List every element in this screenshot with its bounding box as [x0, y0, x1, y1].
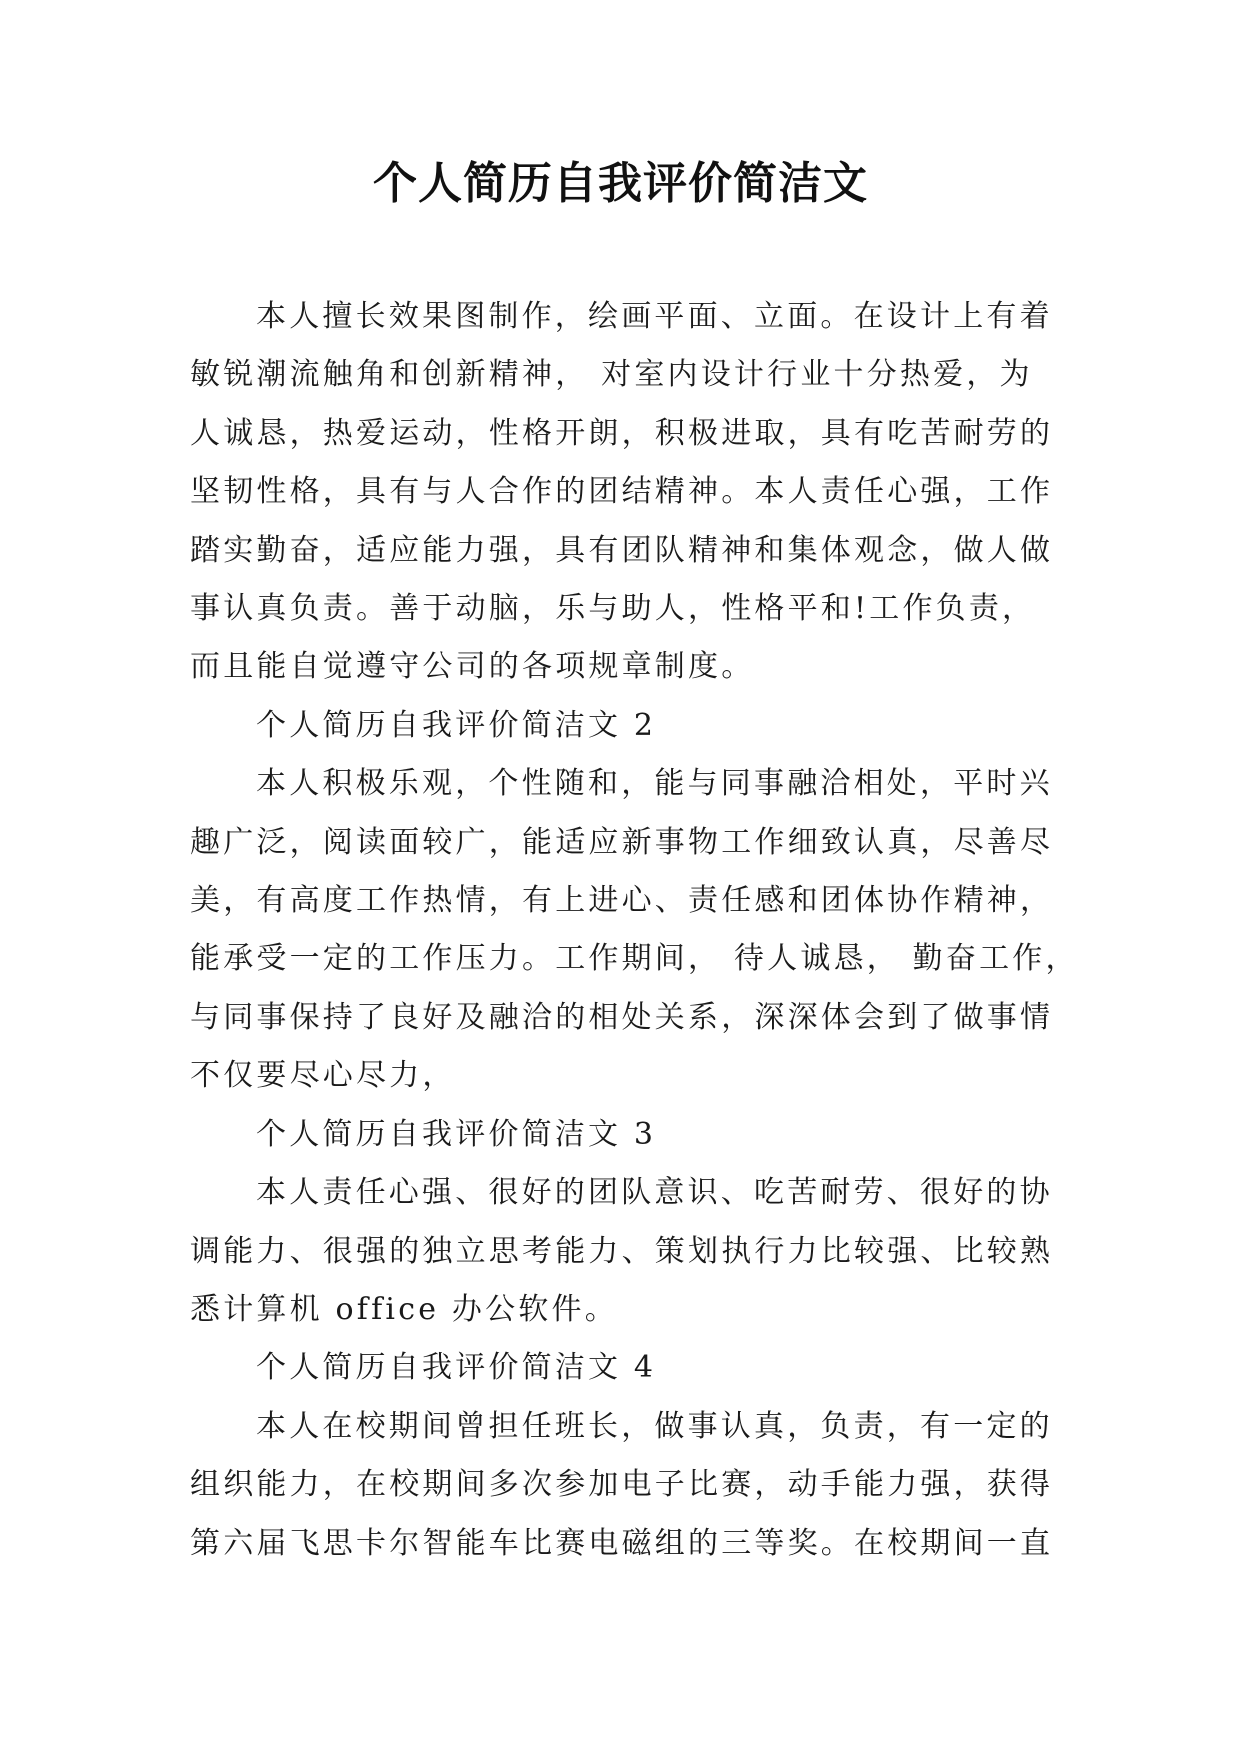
- body-line: 踏实勤奋，适应能力强，具有团队精神和集体观念，做人做: [190, 532, 1054, 568]
- body-line: 敏锐潮流触角和创新精神， 对室内设计行业十分热爱，为: [190, 357, 1033, 393]
- document-title: 个人简历自我评价简洁文: [373, 158, 868, 209]
- body-line: 第六届飞思卡尔智能车比赛电磁组的三等奖。在校期间一直: [190, 1525, 1054, 1561]
- body-line: 而且能自觉遵守公司的各项规章制度。: [190, 649, 755, 685]
- body-line: 本人擅长效果图制作，绘画平面、立面。在设计上有着: [256, 299, 1053, 334]
- body-line: 本人在校期间曾担任班长，做事认真，负责，有一定的: [256, 1408, 1053, 1444]
- body-line: 不仅要尽心尽力，: [190, 1058, 456, 1094]
- body-line: 人诚恳，热爱运动，性格开朗，积极进取，具有吃苦耐劳的: [190, 415, 1054, 451]
- section-heading: 个人简历自我评价简洁文 2: [256, 707, 657, 743]
- document-body: [190, 288, 1079, 1573]
- body-line: 能承受一定的工作压力。工作期间， 待人诚恳， 勤奋工作，: [190, 941, 1079, 977]
- section-4: [190, 1339, 1054, 1573]
- section-1: [190, 288, 1054, 697]
- body-line: 本人积极乐观，个性随和，能与同事融洽相处，平时兴: [256, 766, 1053, 802]
- body-line: 与同事保持了良好及融洽的相处关系，深深体会到了做事情: [190, 999, 1054, 1035]
- body-line: 本人责任心强、很好的团队意识、吃苦耐劳、很好的协: [256, 1175, 1053, 1211]
- body-line: 组织能力，在校期间多次参加电子比赛，动手能力强，获得: [190, 1467, 1054, 1503]
- section-heading: 个人简历自我评价简洁文 4: [256, 1350, 657, 1386]
- body-line: 趣广泛，阅读面较广，能适应新事物工作细致认真，尽善尽: [190, 824, 1054, 860]
- body-line: 美，有高度工作热情，有上进心、责任感和团体协作精神，: [190, 883, 1054, 919]
- body-line: 坚韧性格，具有与人合作的团结精神。本人责任心强，工作: [190, 474, 1054, 510]
- body-line: 调能力、很强的独立思考能力、策划执行力比较强、比较熟: [190, 1233, 1054, 1269]
- section-heading: 个人简历自我评价简洁文 3: [256, 1116, 657, 1152]
- body-line: 悉计算机 office 办公软件。: [190, 1291, 618, 1327]
- section-3: [190, 1106, 1054, 1340]
- body-line: 事认真负责。善于动脑，乐与助人，性格平和!工作负责，: [190, 591, 1036, 627]
- section-2: [190, 697, 1079, 1106]
